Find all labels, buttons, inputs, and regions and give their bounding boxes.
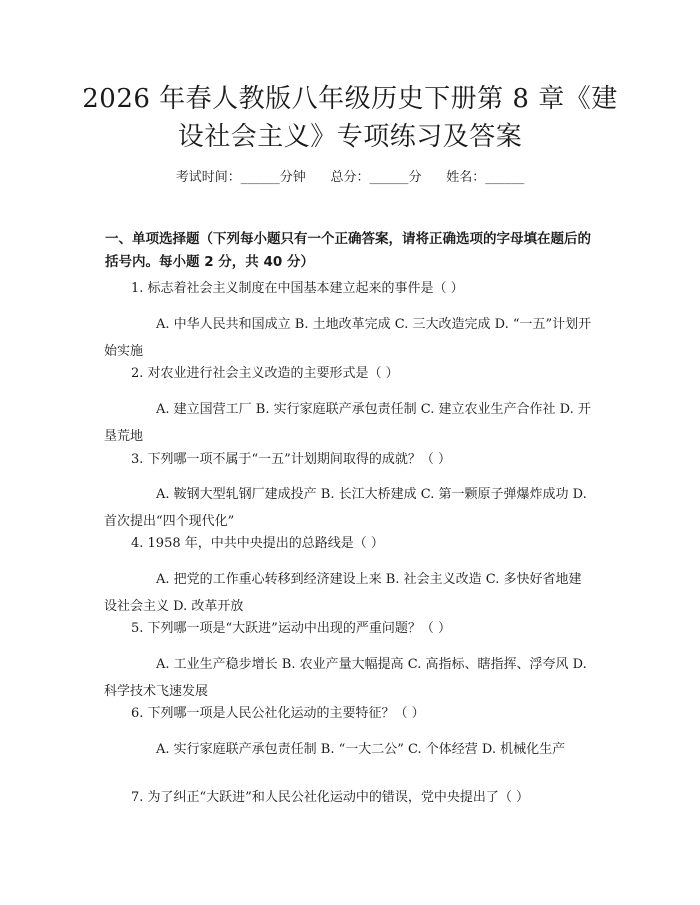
question-1-stem: 1. 标志着社会主义制度在中国基本建立起来的事件是（ ） xyxy=(131,281,464,296)
question-1-options: A. 中华人民共和国成立 B. 土地改革完成 C. 三大改造完成 D. “一五”计划开始实施 xyxy=(104,317,592,359)
exam-info-line: 考试时间：______分钟 总分：______分 姓名：______ xyxy=(175,170,525,185)
question-4-options: A. 把党的工作重心转移到经济建设上来 B. 社会主义改造 C. 多快好省地建设社会主义 D. 改革开放 xyxy=(104,572,582,614)
question-4-stem: 4. 1958 年，中共中央提出的总路线是（ ） xyxy=(131,536,384,551)
question-5-stem: 5. 下列哪一项是“大跃进”运动中出现的严重问题？（ ） xyxy=(131,621,451,636)
question-2-stem: 2. 对农业进行社会主义改造的主要形式是（ ） xyxy=(131,366,399,381)
question-5-options: A. 工业生产稳步增长 B. 农业产量大幅提高 C. 高指标、瞎指挥、浮夸风 D. 科学技术飞速发展 xyxy=(104,657,587,699)
page-title: 2026 年春人教版八年级历史下册第 8 章《建设社会主义》专项练习及答案 xyxy=(82,84,618,152)
question-7-stem: 7. 为了纠正“大跃进”和人民公社化运动中的错误，党中央提出了（ ） xyxy=(131,790,529,805)
question-6-stem: 6. 下列哪一项是人民公社化运动的主要特征？（ ） xyxy=(131,706,425,721)
section-heading: 一、单项选择题（下列每小题只有一个正确答案，请将正确选项的字母填在题后的括号内。每小题 2 分，共 40 分） xyxy=(105,231,591,270)
question-3-stem: 3. 下列哪一项不属于“一五”计划期间取得的成就？（ ） xyxy=(131,452,451,467)
question-6-options: A. 实行家庭联产承包责任制 B. “一大二公” C. 个体经营 D. 机械化生产 xyxy=(156,742,566,757)
question-2-options: A. 建立国营工厂 B. 实行家庭联产承包责任制 C. 建立农业生产合作社 D. 开垦荒地 xyxy=(104,402,591,444)
question-3-options: A. 鞍钢大型轧钢厂建成投产 B. 长江大桥建成 C. 第一颗原子弹爆炸成功 D. 首次提出“四个现代化” xyxy=(104,487,587,529)
